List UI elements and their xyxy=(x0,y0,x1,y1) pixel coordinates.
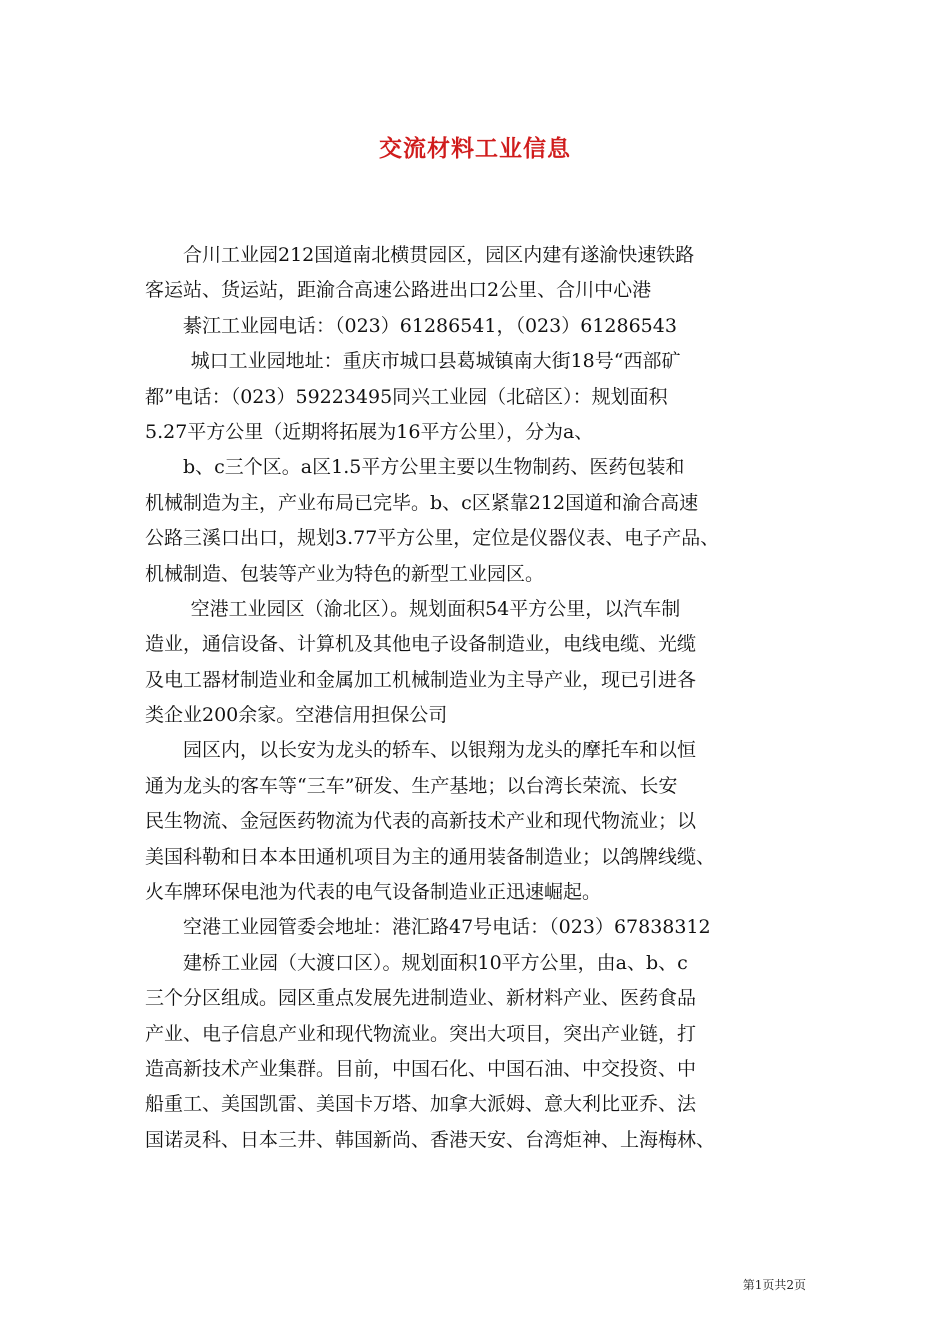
document-body xyxy=(145,238,810,1158)
paragraph-line: 5.27平方公里（近期将拓展为16平方公里），分为a、 xyxy=(145,420,594,443)
paragraph-line: 三个分区组成。园区重点发展先进制造业、新材料产业、医药食品 xyxy=(145,987,697,1010)
paragraph-line: 类企业200余家。空港信用担保公司 xyxy=(145,704,448,727)
paragraph-line: 空港工业园区（渝北区）。规划面积54平方公里，以汽车制 xyxy=(190,597,681,620)
paragraph-line: 建桥工业园（大渡口区）。规划面积10平方公里，由a、b、c xyxy=(183,951,688,974)
paragraph-line: 机械制造为主，产业布局已完毕。b、c区紧靠212国道和渝合高速 xyxy=(145,491,699,514)
paragraph-line: 都”电话：（023）59223495同兴工业园（北碚区）：规划面积 xyxy=(145,385,668,408)
paragraph-line: 城口工业园地址：重庆市城口县葛城镇南大街18号“西部矿 xyxy=(190,350,681,373)
paragraph-line: 民生物流、金冠医药物流为代表的高新技术产业和现代物流业；以 xyxy=(145,810,697,833)
page-footer: 第1页共2页 xyxy=(742,1278,806,1292)
paragraph-line: 及电工器材制造业和金属加工机械制造业为主导产业，现已引进各 xyxy=(145,668,697,691)
paragraph-line: 机械制造、包装等产业为特色的新型工业园区。 xyxy=(145,562,545,585)
paragraph-line: b、c三个区。a区1.5平方公里主要以生物制药、医药包装和 xyxy=(183,456,685,479)
paragraph-line: 造高新技术产业集群。目前，中国石化、中国石油、中交投资、中 xyxy=(145,1057,697,1080)
paragraph-line: 造业，通信设备、计算机及其他电子设备制造业，电线电缆、光缆 xyxy=(145,633,697,656)
paragraph-line: 火车牌环保电池为代表的电气设备制造业正迅速崛起。 xyxy=(145,881,602,904)
paragraph-line: 产业、电子信息产业和现代物流业。突出大项目，突出产业链，打 xyxy=(145,1022,697,1045)
paragraph-line: 綦江工业园电话：（023）61286541，（023）61286543 xyxy=(183,314,677,337)
paragraph-line: 空港工业园管委会地址：港汇路47号电话：（023）67838312 xyxy=(183,916,711,939)
paragraph-line: 客运站、货运站，距渝合高速公路进出口2公里、合川中心港 xyxy=(145,279,652,302)
paragraph-line: 通为龙头的客车等“三车”研发、生产基地；以台湾长荣流、长安 xyxy=(145,774,678,797)
document-title: 交流材料工业信息 xyxy=(379,135,571,162)
paragraph-line: 美国科勒和日本本田通机项目为主的通用装备制造业；以鸽牌线缆、 xyxy=(145,845,716,868)
paragraph-line: 园区内，以长安为龙头的轿车、以银翔为龙头的摩托车和以恒 xyxy=(183,739,697,762)
paragraph-line: 公路三溪口出口，规划3.77平方公里，定位是仪器仪表、电子产品、 xyxy=(145,527,720,550)
paragraph-line: 船重工、美国凯雷、美国卡万塔、加拿大派姆、意大利比亚乔、法 xyxy=(145,1093,697,1116)
paragraph-line: 合川工业园212国道南北横贯园区，园区内建有遂渝快速铁路 xyxy=(183,244,695,266)
paragraph-line: 国诺灵科、日本三井、韩国新尚、香港天安、台湾炬神、上海梅林、 xyxy=(145,1128,716,1151)
